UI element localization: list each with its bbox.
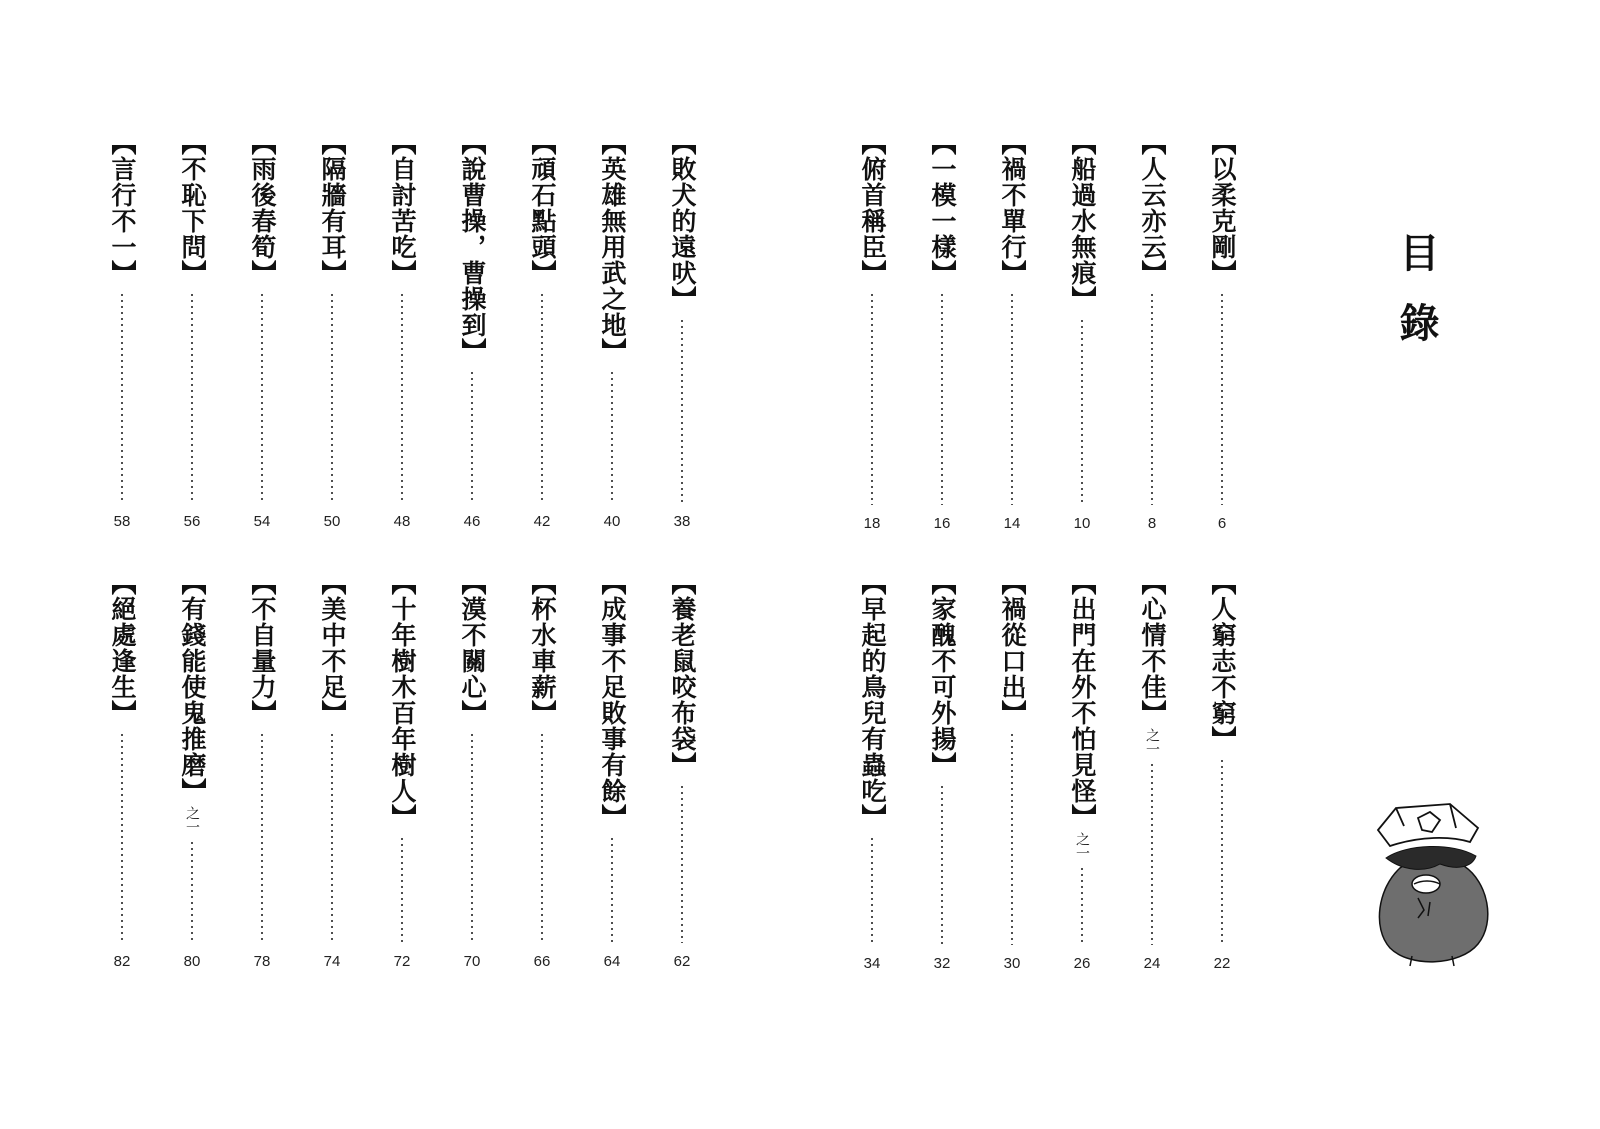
toc-page-number: 56 [183, 513, 201, 530]
toc-entry-title: 【禍從口出】 [998, 570, 1027, 726]
toc-entry[interactable] [452, 570, 492, 970]
toc-page-number: 22 [1213, 955, 1231, 972]
toc-entry-title: 【人云亦云】 [1138, 130, 1167, 286]
toc-dot-leader [1151, 292, 1153, 505]
toc-dot-leader [191, 292, 193, 503]
toc-page-number: 58 [113, 513, 131, 530]
toc-page-number: 16 [933, 515, 951, 532]
toc-page-number: 24 [1143, 955, 1161, 972]
toc-entry-title: 【家醜不可外揚】 [928, 570, 957, 778]
toc-entry-title: 【言行不一】 [108, 130, 137, 286]
bird-body [1379, 857, 1487, 962]
toc-entry[interactable] [452, 130, 492, 530]
toc-entry[interactable] [242, 130, 282, 530]
toc-dot-leader [941, 784, 943, 945]
toc-page-number: 48 [393, 513, 411, 530]
toc-page-number: 66 [533, 953, 551, 970]
toc-page-number: 6 [1217, 515, 1227, 532]
toc-entry[interactable] [1062, 130, 1102, 532]
toc-entry-title: 【船過水無痕】 [1068, 130, 1097, 312]
toc-entry-part-label: 之一 [1144, 728, 1160, 756]
toc-dot-leader [331, 292, 333, 503]
toc-entry[interactable] [1132, 570, 1172, 972]
toc-dot-leader [401, 292, 403, 503]
toc-dot-leader [541, 732, 543, 943]
toc-page-number: 62 [673, 953, 691, 970]
toc-entry[interactable] [852, 570, 892, 972]
toc-dot-leader [471, 370, 473, 503]
toc-page-number: 14 [1003, 515, 1021, 532]
toc-entry[interactable] [1202, 570, 1242, 972]
toc-entry[interactable] [102, 130, 142, 530]
toc-entry-part-label: 之一 [1074, 832, 1090, 860]
toc-dot-leader [331, 732, 333, 943]
toc-entry-title: 【成事不足敗事有餘】 [598, 570, 627, 830]
toc-entry-title: 【以柔克剛】 [1208, 130, 1237, 286]
toc-dot-leader [261, 292, 263, 503]
toc-entry-title: 【出門在外不怕見怪】 [1068, 570, 1097, 830]
toc-entry-title: 【人窮志不窮】 [1208, 570, 1237, 752]
toc-entry-title: 【敗犬的遠吠】 [668, 130, 697, 312]
toc-entry-title: 【美中不足】 [318, 570, 347, 726]
toc-entry[interactable] [382, 130, 422, 530]
toc-page-number: 78 [253, 953, 271, 970]
toc-page-number: 34 [863, 955, 881, 972]
toc-dot-leader [1011, 732, 1013, 945]
toc-entry-title: 【不自量力】 [248, 570, 277, 726]
toc-dot-leader [471, 732, 473, 943]
toc-page-number: 10 [1073, 515, 1091, 532]
toc-entry[interactable] [992, 130, 1032, 532]
toc-dot-leader [941, 292, 943, 505]
toc-entry-title: 【十年樹木百年樹人】 [388, 570, 417, 830]
toc-dot-leader [681, 318, 683, 503]
toc-entry[interactable] [852, 130, 892, 532]
toc-page-number: 26 [1073, 955, 1091, 972]
toc-dot-leader [871, 836, 873, 945]
toc-entry-title: 【有錢能使鬼推磨】 [178, 570, 207, 804]
toc-page-number: 74 [323, 953, 341, 970]
toc-page-number: 64 [603, 953, 621, 970]
toc-entry[interactable] [922, 130, 962, 532]
toc-entry[interactable] [662, 570, 702, 970]
toc-page-number: 72 [393, 953, 411, 970]
toc-dot-leader [541, 292, 543, 503]
toc-dot-leader [1081, 318, 1083, 505]
toc-entry[interactable] [382, 570, 422, 970]
toc-page-number: 46 [463, 513, 481, 530]
toc-entry-title: 【自討苦吃】 [388, 130, 417, 286]
toc-dot-leader [1221, 292, 1223, 505]
toc-entry-title: 【俯首稱臣】 [858, 130, 887, 286]
toc-dot-leader [191, 840, 193, 943]
toc-dot-leader [681, 784, 683, 943]
toc-dot-leader [1081, 866, 1083, 945]
toc-entry[interactable] [242, 570, 282, 970]
toc-dot-leader [1151, 762, 1153, 945]
toc-page-number: 50 [323, 513, 341, 530]
toc-entry-title: 【養老鼠咬布袋】 [668, 570, 697, 778]
toc-entry[interactable] [312, 130, 352, 530]
toc-page-number: 38 [673, 513, 691, 530]
toc-dot-leader [1011, 292, 1013, 505]
toc-entry[interactable] [522, 570, 562, 970]
bird-helmet [1378, 804, 1478, 846]
toc-entry[interactable] [1202, 130, 1242, 532]
toc-entry-title: 【一模一樣】 [928, 130, 957, 286]
toc-dot-leader [401, 836, 403, 943]
toc-entry[interactable] [1062, 570, 1102, 972]
toc-entry-title: 【心情不佳】 [1138, 570, 1167, 726]
toc-entry-title: 【漠不關心】 [458, 570, 487, 726]
toc-entry[interactable] [922, 570, 962, 972]
toc-entry[interactable] [662, 130, 702, 530]
toc-entry[interactable] [592, 130, 632, 530]
toc-dot-leader [611, 370, 613, 503]
toc-page-number: 80 [183, 953, 201, 970]
toc-page-number: 30 [1003, 955, 1021, 972]
toc-page-number: 32 [933, 955, 951, 972]
toc-page-number: 70 [463, 953, 481, 970]
toc-page-number: 18 [863, 515, 881, 532]
toc-dot-leader [261, 732, 263, 943]
toc-dot-leader [121, 732, 123, 943]
toc-entry[interactable] [1132, 130, 1172, 532]
toc-page-number: 42 [533, 513, 551, 530]
toc-dot-leader [1221, 758, 1223, 945]
toc-dot-leader [121, 292, 123, 503]
toc-entry-title: 【英雄無用武之地】 [598, 130, 627, 364]
toc-entry[interactable] [102, 570, 142, 970]
toc-entry[interactable] [172, 570, 212, 970]
toc-entry-title: 【絕處逢生】 [108, 570, 137, 726]
toc-entry[interactable] [992, 570, 1032, 972]
toc-entry-title: 【杯水車薪】 [528, 570, 557, 726]
toc-entry-title: 【說曹操，曹操到】 [458, 130, 487, 364]
toc-entry-title: 【雨後春筍】 [248, 130, 277, 286]
toc-dot-leader [611, 836, 613, 943]
page-title: 目錄 [1393, 232, 1439, 372]
bird-mask [1386, 846, 1476, 869]
bird-mascot-illustration [1360, 798, 1510, 968]
toc-entry-part-label: 之一 [184, 806, 200, 834]
toc-page-number: 8 [1147, 515, 1157, 532]
toc-entry-title: 【隔牆有耳】 [318, 130, 347, 286]
toc-entry-title: 【頑石點頭】 [528, 130, 557, 286]
toc-entry-title: 【早起的鳥兒有蟲吃】 [858, 570, 887, 830]
bird-beak [1412, 875, 1440, 893]
toc-entry-title: 【不恥下問】 [178, 130, 207, 286]
toc-entry[interactable] [592, 570, 632, 970]
toc-dot-leader [871, 292, 873, 505]
toc-page-number: 82 [113, 953, 131, 970]
toc-page-number: 40 [603, 513, 621, 530]
toc-entry[interactable] [522, 130, 562, 530]
toc-page-number: 54 [253, 513, 271, 530]
toc-entry[interactable] [172, 130, 212, 530]
toc-entry-title: 【禍不單行】 [998, 130, 1027, 286]
toc-entry[interactable] [312, 570, 352, 970]
